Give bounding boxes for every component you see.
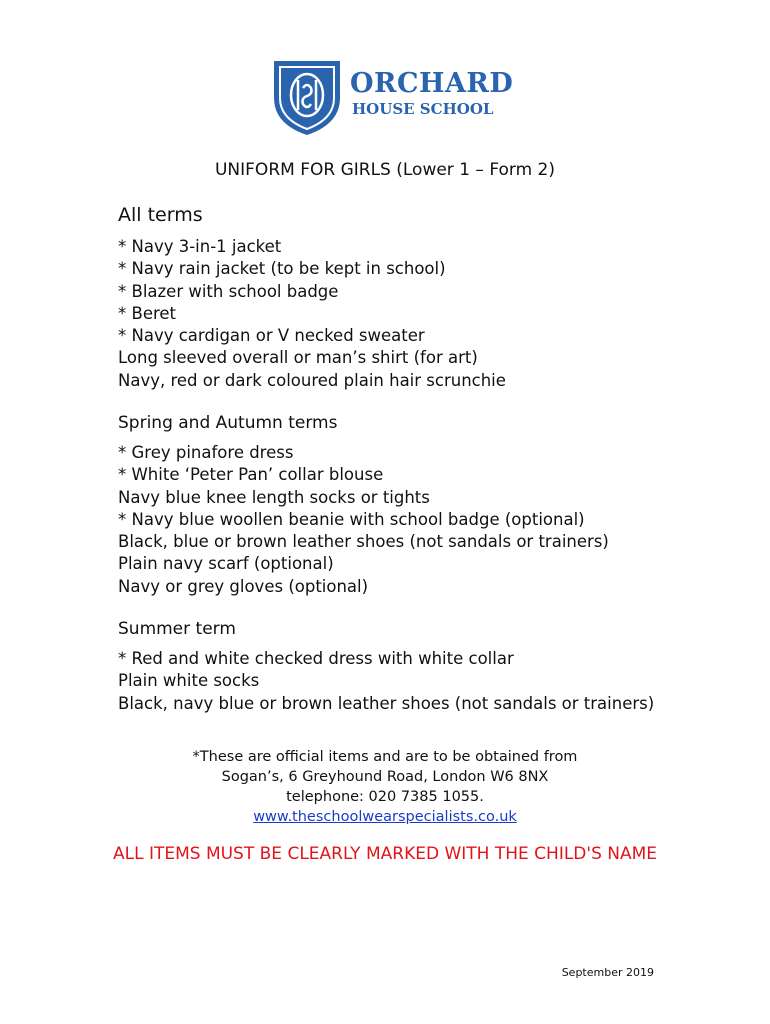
list-item: Plain white socks [118, 671, 260, 691]
document-date: September 2019 [561, 966, 654, 979]
list-item: * Navy cardigan or V necked sweater [118, 326, 425, 346]
list-item: * Navy rain jacket (to be kept in school) [118, 259, 446, 279]
logo-name-line-1: ORCHARD [350, 68, 514, 99]
list-item: Long sleeved overall or man’s shirt (for art) [118, 348, 478, 368]
list-item: * Navy blue woollen beanie with school badge (optional) [118, 509, 585, 529]
list-item: * White ‘Peter Pan’ collar blouse [118, 465, 384, 485]
page-title: UNIFORM FOR GIRLS (Lower 1 – Form 2) [214, 160, 556, 180]
list-item: Navy blue knee length socks or tights [118, 487, 430, 507]
section-heading-spring-autumn: Spring and Autumn terms [118, 413, 338, 433]
note-line-1: *These are official items and are to be obtained from [192, 749, 578, 765]
note-line-2: Sogan’s, 6 Greyhound Road, London W6 8NX [221, 769, 549, 785]
shield-crest-icon [272, 58, 342, 136]
logo-name-line-2: HOUSE SCHOOL [352, 100, 494, 118]
list-item: * Navy 3-in-1 jacket [118, 237, 282, 256]
note-line-3: telephone: 020 7385 1055. [286, 789, 484, 805]
list-item: * Grey pinafore dress [118, 443, 294, 462]
list-item: Plain navy scarf (optional) [118, 554, 334, 574]
list-item: * Beret [118, 303, 177, 323]
section-heading-all-terms: All terms [118, 204, 203, 226]
list-item: * Blazer with school badge [118, 281, 339, 301]
list-summer [118, 648, 654, 715]
section-heading-summer: Summer term [118, 619, 236, 639]
list-all-terms [118, 236, 506, 392]
list-item: Black, navy blue or brown leather shoes (not sandals or trainers) [118, 693, 655, 713]
list-item: * Red and white checked dress with white collar [118, 649, 514, 668]
supplier-website-link[interactable]: www.theschoolwearspecialists.co.uk [253, 809, 517, 825]
list-spring-autumn [118, 442, 609, 598]
warning-notice: ALL ITEMS MUST BE CLEARLY MARKED WITH THE CHILD'S NAME [112, 844, 658, 864]
list-item: Black, blue or brown leather shoes (not sandals or trainers) [118, 532, 609, 552]
supplier-note [0, 747, 770, 827]
school-logo [272, 58, 514, 138]
list-item: Navy, red or dark coloured plain hair scrunchie [118, 370, 506, 390]
list-item: Navy or grey gloves (optional) [118, 576, 369, 596]
